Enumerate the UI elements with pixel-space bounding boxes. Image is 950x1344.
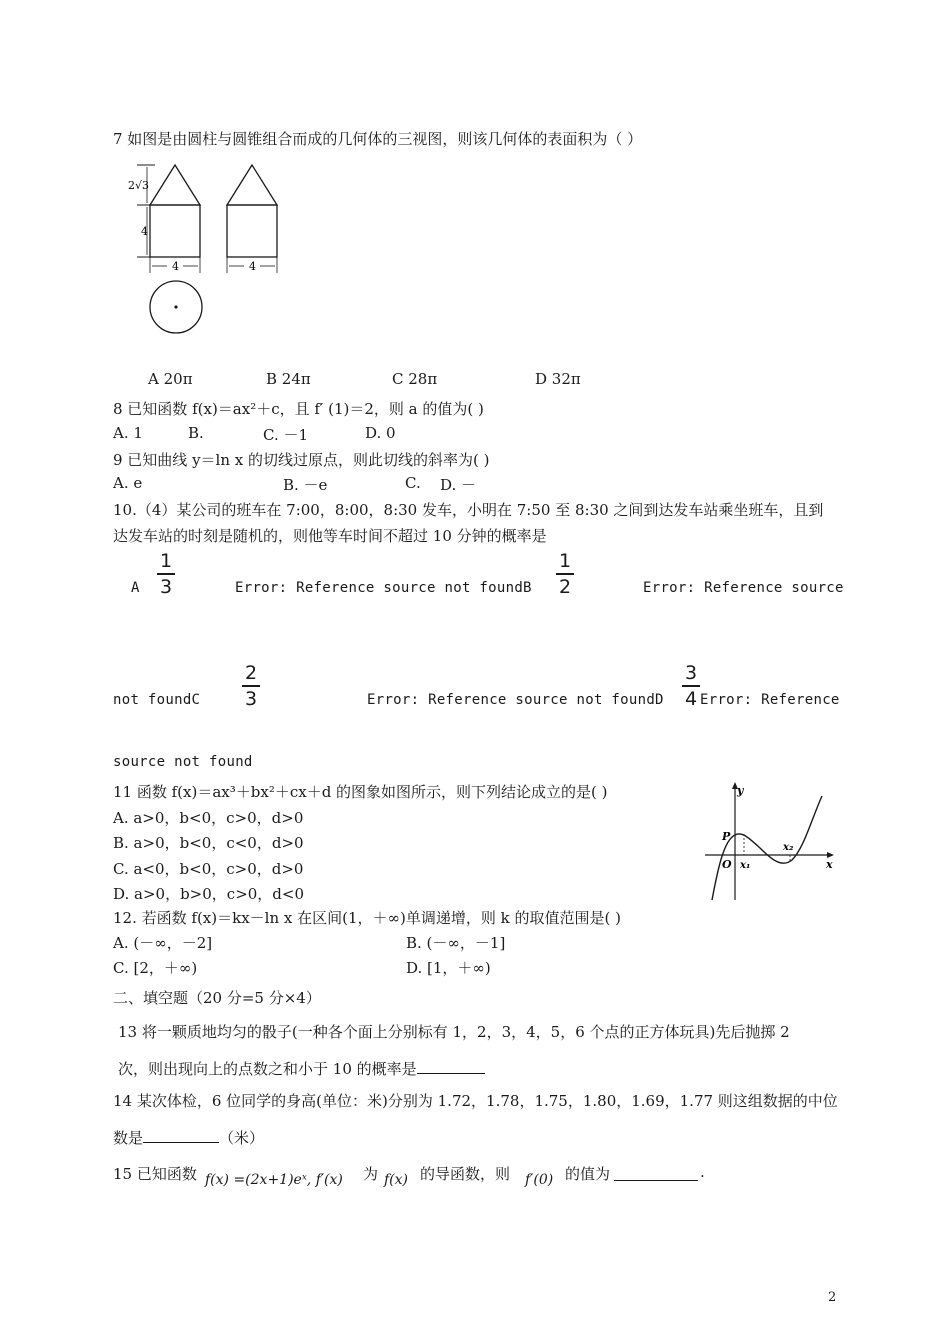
graph-p-label: P [722, 830, 731, 843]
frac-a-num: 1 [159, 550, 173, 572]
q8-option-d: D. 0 [365, 424, 396, 442]
q15-mid: 为 [363, 1165, 379, 1183]
q14-answer-blank[interactable] [143, 1128, 219, 1143]
frac-a-den: 3 [159, 576, 173, 598]
q15-formula: f(x) =(2x+1)eˣ, f′(x) [205, 1172, 343, 1188]
q9-option-b: B. －e [283, 476, 328, 494]
q14-line2-wrap [113, 1127, 264, 1148]
graph-x-label: x [826, 858, 833, 871]
q7-option-c: C 28π [392, 370, 438, 388]
frac-b-den: 2 [558, 576, 572, 598]
q14-line2-prefix: 数是 [113, 1129, 144, 1147]
q13-line2-wrap [118, 1058, 485, 1079]
page-number: 2 [828, 1290, 837, 1305]
q8-option-a: A. 1 [113, 424, 143, 442]
graph-x1-label: x₁ [740, 860, 751, 871]
q11-option-b: B. a>0，b<0，c<0，d>0 [113, 834, 304, 852]
frac-d-num: 3 [684, 662, 698, 684]
q10-fraction-b [554, 550, 576, 598]
q12-stem: 12. 若函数 f(x)＝kx－ln x 在区间(1，＋∞)单调递增，则 k 的取值范围是( ) [113, 909, 621, 927]
q10-fraction-d [680, 662, 702, 710]
three-view-diagram [125, 155, 425, 365]
q13-line2: 次，则出现向上的点数之和小于 10 的概率是 [118, 1060, 417, 1078]
dim-width-front: 4 [172, 260, 179, 273]
graph-y-label: y [737, 784, 744, 797]
q10-error-1: Error: Reference source not foundB [235, 580, 532, 596]
dim-cone-height: 2√3 [128, 179, 150, 192]
q9-option-a: A. e [113, 474, 143, 492]
q9-option-c: C. [405, 474, 421, 492]
q15-end: . [700, 1163, 705, 1181]
q13-line1: 13 将一颗质地均匀的骰子(一种各个面上分别标有 1，2，3，4，5，6 个点的正方体玩具)先后抛掷 2 [118, 1023, 790, 1041]
q12-option-c: C. [2，＋∞) [113, 959, 198, 977]
q11-option-a: A. a>0，b<0，c>0，d>0 [113, 809, 304, 827]
q10-fraction-c [240, 662, 262, 710]
q7-option-d: D 32π [535, 370, 581, 388]
q8-option-b: B. [188, 424, 204, 442]
q10-error-6: source not found [113, 754, 253, 770]
dim-cyl-height: 4 [141, 225, 148, 238]
q9-option-d: D. － [440, 476, 477, 494]
dim-width-side: 4 [249, 260, 256, 273]
frac-b-num: 1 [558, 550, 572, 572]
q12-option-d: D. [1，＋∞) [406, 959, 491, 977]
q8-stem: 8 已知函数 f(x)＝ax²＋c，且 f′ (1)＝2，则 a 的值为( ) [113, 400, 484, 418]
section-heading: 二、填空题（20 分=5 分×4） [113, 989, 321, 1007]
q11-option-d: D. a>0，b>0，c>0，d<0 [113, 885, 305, 903]
q11-option-c: C. a<0，b<0，c>0，d>0 [113, 860, 304, 878]
frac-c-num: 2 [244, 662, 258, 684]
q15-f0: f′(0) [525, 1172, 554, 1188]
q10-option-a-label: A [131, 580, 140, 596]
q10-fraction-a [155, 550, 177, 598]
q10-error-3: not foundC [113, 692, 201, 708]
q12-option-b: B. (－∞，－1] [406, 934, 506, 952]
q10-error-5: Error: Reference [700, 692, 840, 708]
cubic-function-graph [700, 778, 840, 903]
q7-stem: 7 如图是由圆柱与圆锥组合而成的几何体的三视图，则该几何体的表面积为（ ） [113, 130, 643, 148]
q15-prefix: 15 已知函数 [113, 1165, 197, 1183]
graph-x2-label: x₂ [783, 842, 794, 853]
q14-line2-unit: （米） [219, 1129, 265, 1147]
q12-option-a: A. (－∞，－2] [113, 934, 213, 952]
q10-error-4: Error: Reference source not foundD [367, 692, 664, 708]
q10-line2: 达发车站的时刻是随机的，则他等车时间不超过 10 分钟的概率是 [113, 527, 547, 545]
q8-option-c: C. －1 [263, 426, 309, 444]
q11-stem: 11 函数 f(x)＝ax³＋bx²＋cx＋d 的图象如图所示，则下列结论成立的是( ) [113, 783, 608, 801]
q15-suffix: 的值为 [565, 1165, 611, 1183]
q7-option-b: B 24π [266, 370, 311, 388]
q15-answer-blank[interactable] [614, 1166, 698, 1181]
q14-line1: 14 某次体检，6 位同学的身高(单位：米)分别为 1.72，1.78，1.75，1.80，1.69，1.77 则这组数据的中位 [113, 1092, 838, 1110]
frac-d-den: 4 [684, 688, 698, 710]
frac-c-den: 3 [244, 688, 258, 710]
q13-answer-blank[interactable] [417, 1059, 485, 1074]
q15-fx: f(x) [384, 1172, 409, 1188]
q9-stem: 9 已知曲线 y＝ln x 的切线过原点，则此切线的斜率为( ) [113, 451, 490, 469]
q15-mid2: 的导函数，则 [420, 1165, 511, 1183]
q7-option-a: A 20π [148, 370, 193, 388]
q10-error-2: Error: Reference source [643, 580, 844, 596]
graph-origin-label: O [722, 858, 732, 871]
q10-line1: 10.（4）某公司的班车在 7:00，8:00，8:30 发车，小明在 7:50 至 8:30 之间到达发车站乘坐班车，且到 [113, 501, 824, 519]
